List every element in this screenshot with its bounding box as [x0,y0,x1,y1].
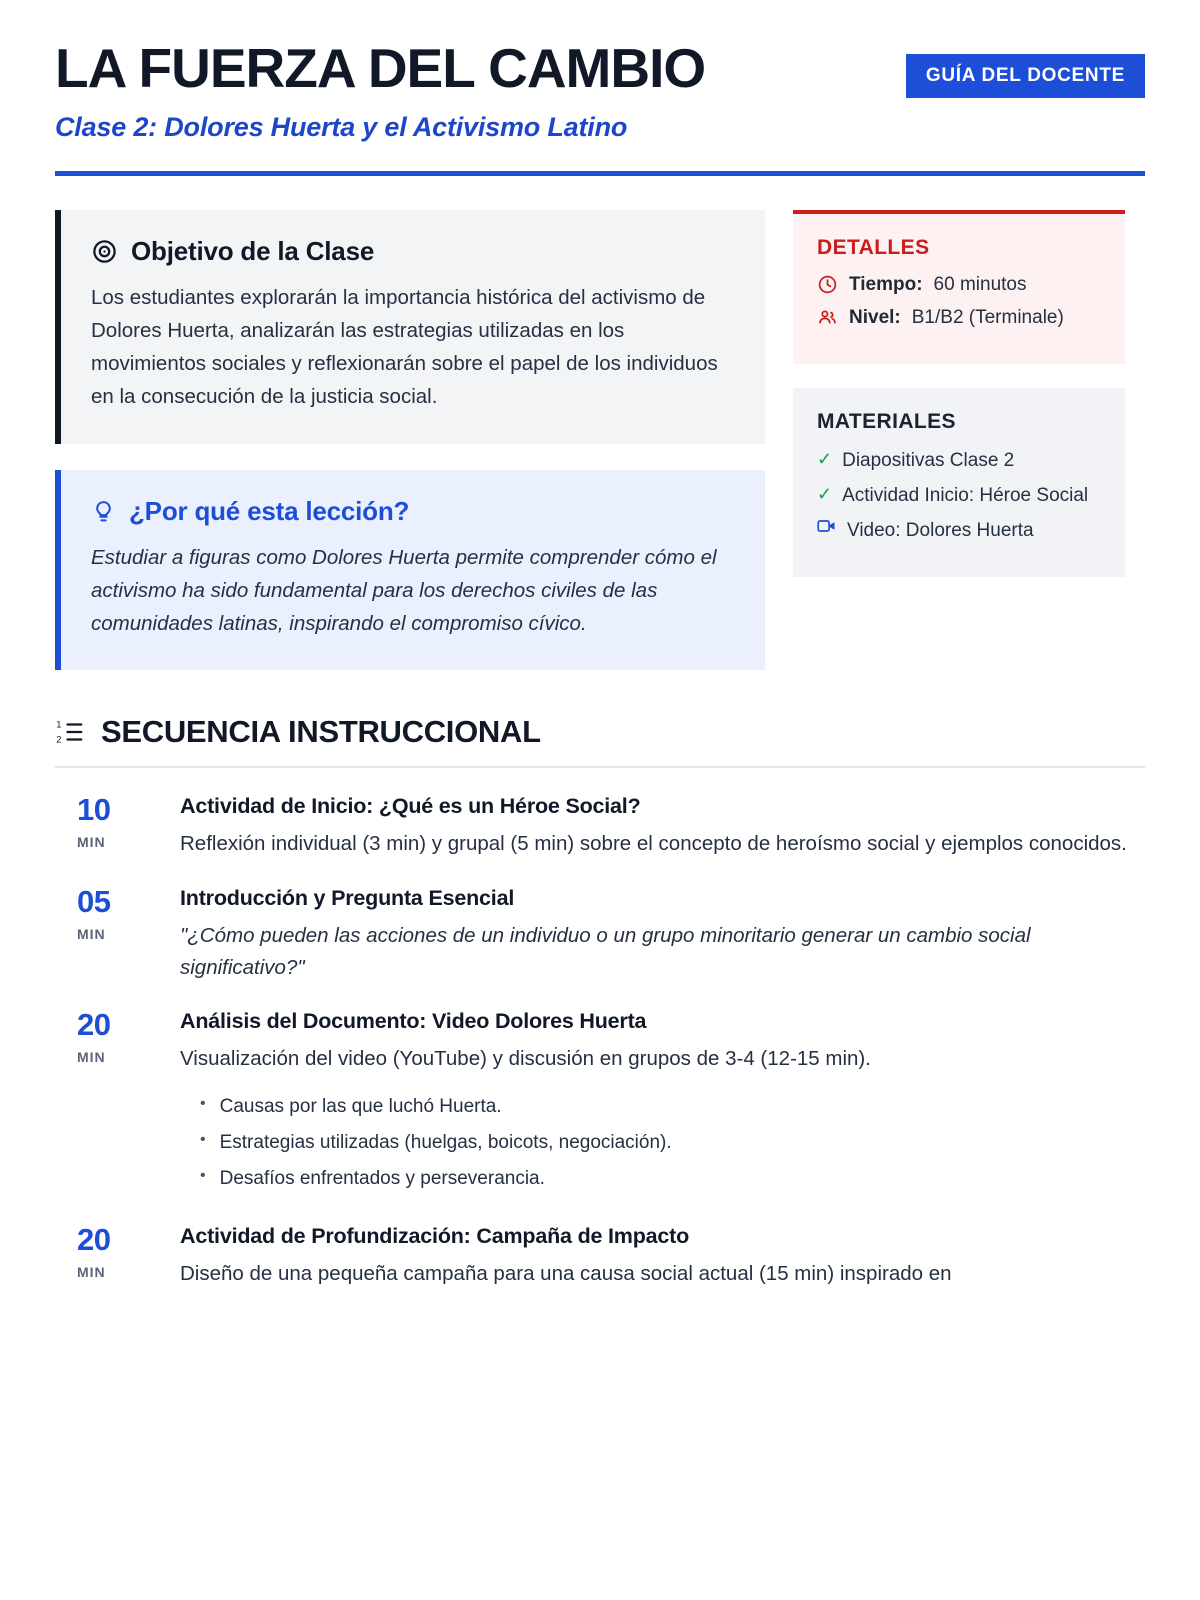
detail-label-level: Nivel: [849,306,901,328]
step-unit: MIN [77,925,106,942]
step-time [55,794,180,860]
list-item-label: Desafíos enfrentados y perseverancia. [219,1168,545,1190]
list-item [180,1161,1135,1197]
objective-text: Los estudiantes explorarán la importancia histórica del activismo de Dolores Huerta, analizarán las estrategias utilizadas en los movimientos sociales y reflexionarán sobre el papel de los individuos en la consecución de la justicia social. [91,285,718,409]
bullet-icon: • [200,1167,206,1185]
list-item [180,1125,1135,1161]
step-time [55,883,180,984]
step-duration: 20 [77,1221,111,1257]
video-icon [817,518,837,543]
users-icon [817,307,838,328]
why-text: Estudiar a figuras como Dolores Huerta permite comprender cómo el activismo ha sido fundamental para los derechos civiles de las comunidades latinas, inspirando el compromiso cívico. [91,545,717,635]
page-title: LA FUERZA DEL CAMBIO [55,37,706,99]
step-duration: 20 [77,1007,111,1043]
step-duration: 05 [77,883,111,919]
detail-label-time: Tiempo: [849,273,923,295]
check-icon: ✓ [817,483,833,504]
detail-row-level [817,307,1101,329]
step-bullet-list [180,1089,1135,1197]
step-description: Diseño de una pequeña campaña para una causa social actual (15 min) inspirado en [180,1261,952,1285]
clock-icon [817,274,838,295]
details-card [793,210,1125,364]
svg-text:2: 2 [56,734,62,745]
bullet-icon: • [200,1131,206,1149]
step-description: Visualización del video (YouTube) y discusión en grupos de 3-4 (12-15 min). [180,1047,871,1071]
material-item [817,518,1101,543]
step-body [180,1224,1145,1290]
step-unit: MIN [77,1049,106,1066]
sequence-header [55,714,1145,750]
sequence-step [55,1221,1145,1290]
svg-text:1: 1 [56,719,62,730]
detail-row-time [817,274,1101,296]
material-item [817,483,1101,508]
material-label: Diapositivas Clase 2 [842,449,1015,471]
material-label: Actividad Inicio: Héroe Social [842,484,1089,506]
objective-header [91,236,735,267]
why-card [55,470,765,671]
left-column [55,210,765,670]
materials-card [793,388,1125,577]
objective-heading: Objetivo de la Clase [131,235,375,266]
step-title: Introducción y Pregunta Esencial [180,885,515,910]
step-title: Actividad de Profundización: Campaña de Impacto [180,1223,690,1248]
list-item-label: Causas por las que luchó Huerta. [219,1096,502,1118]
sequence-heading: SECUENCIA INSTRUCCIONAL [101,714,541,750]
bullet-icon: • [200,1095,206,1113]
step-unit: MIN [77,834,106,851]
step-time [55,1009,180,1197]
step-description: Reflexión individual (3 min) y grupal (5 min) sobre el concepto de heroísmo social y ejemplos conocidos. [180,832,1127,856]
teacher-guide-badge: GUÍA DEL DOCENTE [906,54,1145,98]
material-label: Video: Dolores Huerta [847,519,1034,541]
step-title: Análisis del Documento: Video Dolores Huerta [180,1009,647,1034]
material-item [817,448,1101,473]
document-header [55,37,1145,143]
step-body [180,886,1145,984]
objective-card [55,210,765,444]
step-body [180,794,1145,860]
list-item-label: Estrategias utilizadas (huelgas, boicots, negociación). [219,1132,672,1154]
right-column [793,210,1125,577]
why-heading: ¿Por qué esta lección? [129,495,410,526]
step-time [55,1221,180,1290]
step-title: Actividad de Inicio: ¿Qué es un Héroe Social? [180,794,641,819]
sequence-divider [55,766,1145,768]
body-grid [55,210,1145,670]
sequence-step [55,794,1145,860]
step-unit: MIN [77,1263,106,1280]
details-heading: DETALLES [817,235,930,259]
check-icon: ✓ [817,448,833,469]
detail-value-time: 60 minutos [933,273,1027,295]
detail-value-level: B1/B2 (Terminale) [911,306,1064,328]
lightbulb-icon [91,498,116,525]
title-block [55,37,906,143]
step-description: "¿Cómo pueden las acciones de un individuo o un grupo minoritario generar un cambio social significativo?" [180,923,1031,979]
sequence-step [55,883,1145,984]
page-subtitle: Clase 2: Dolores Huerta y el Activismo Latino [55,111,628,142]
sequence-step [55,1009,1145,1197]
step-body [180,1009,1145,1197]
header-divider [55,171,1145,176]
why-header [91,496,735,527]
list-item [180,1089,1135,1125]
step-duration: 10 [77,792,111,828]
ordered-list-icon [55,717,85,747]
target-icon [91,238,118,265]
materials-heading: MATERIALES [817,409,956,433]
